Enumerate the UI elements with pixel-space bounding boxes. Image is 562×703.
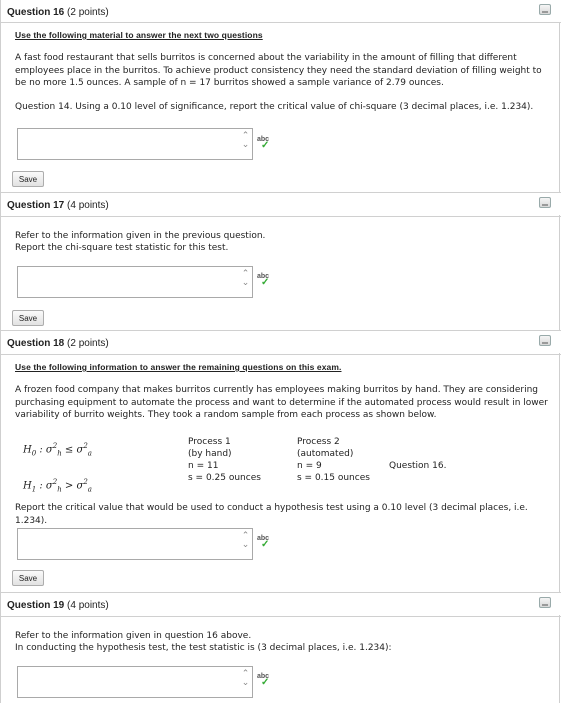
question-19-line-2: In conducting the hypothesis test, the test statistic is (3 decimal places, i.e. 1.234):: [15, 643, 392, 653]
instruction-text: Use the following information to answer the remaining questions on this exam.: [15, 362, 342, 372]
save-button-question-18[interactable]: Save: [12, 570, 44, 586]
answer-input-question-18[interactable]: [17, 528, 253, 560]
question-18-title: Question 18 (2 points): [7, 338, 109, 349]
resize-icon[interactable]: ⌃ ⌄: [241, 669, 250, 688]
divider: [1, 354, 561, 355]
flag-icon[interactable]: [539, 335, 551, 346]
process-1-column: Process 1 (by hand) n = 11 s = 0.25 ounces: [188, 437, 261, 483]
question-17-line-1: Refer to the information given in the previous question.: [15, 231, 266, 241]
question-16-header: [1, 0, 561, 22]
alternative-hypothesis: $H_1$ : $\sigma^2_h > \sigma^2_a$: [23, 478, 92, 494]
side-note: Question 16.: [389, 461, 447, 471]
question-18-header: [1, 331, 561, 353]
question-19-title: Question 19 (4 points): [7, 600, 109, 611]
spellcheck-icon[interactable]: abc ✓: [257, 535, 270, 550]
process-table: [15, 428, 389, 494]
instruction-text: Use the following material to answer the next two questions: [15, 30, 263, 40]
save-button-question-16[interactable]: Save: [12, 171, 44, 187]
question-17-title: Question 17 (4 points): [7, 200, 109, 211]
question-17-header: [1, 193, 561, 215]
answer-input-question-19[interactable]: [17, 666, 253, 698]
question-16-prompt: Question 14. Using a 0.10 level of significance, report the critical value of chi-square (3 decimal places, i.e. 1.234).: [15, 102, 534, 112]
divider: [1, 216, 561, 217]
question-18-prompt: Report the critical value that would be used to conduct a hypothesis test using a 0.10 level (3 decimal places, i.e. 1.234).: [15, 503, 528, 526]
divider: [1, 616, 561, 617]
spellcheck-icon[interactable]: abc ✓: [257, 136, 270, 151]
resize-icon[interactable]: ⌃ ⌄: [241, 131, 250, 150]
flag-icon[interactable]: [539, 197, 551, 208]
question-16-title: Question 16 (2 points): [7, 7, 109, 18]
resize-icon[interactable]: ⌃ ⌄: [241, 531, 250, 550]
spellcheck-icon[interactable]: abc ✓: [257, 273, 270, 288]
flag-icon[interactable]: [539, 4, 551, 15]
question-19-line-1: Refer to the information given in question 16 above.: [15, 631, 252, 641]
resize-icon[interactable]: ⌃ ⌄: [241, 269, 250, 288]
flag-icon[interactable]: [539, 597, 551, 608]
question-16-paragraph: A fast food restaurant that sells burritos is concerned about the variability in the amount of filling that different employees place in the burritos. To achieve product consistency they need the standard deviation of filling weight to be no more 1.5 ounces. A sample of n = 17 burritos showed a sample variance of 2.79 ounces.: [15, 53, 542, 88]
question-17-line-2: Report the chi-square test statistic for this test.: [15, 243, 229, 253]
question-19-header: [1, 593, 561, 615]
answer-input-question-16[interactable]: [17, 128, 253, 160]
null-hypothesis: $H_0$ : $\sigma^2_h \le \sigma^2_a$: [23, 442, 92, 458]
save-button-question-17[interactable]: Save: [12, 310, 44, 326]
question-18-paragraph: A frozen food company that makes burritos currently has employees making burritos by hand. They are considering purchasing equipment to automate the process and want to determine if the automated process would result in lower variability of burrito weights. They took a random sample from each process as shown below.: [15, 385, 548, 420]
spellcheck-icon[interactable]: abc ✓: [257, 673, 270, 688]
process-2-column: Process 2 (automated) n = 9 s = 0.15 ounces: [297, 437, 370, 483]
answer-input-question-17[interactable]: [17, 266, 253, 298]
divider: [1, 22, 561, 23]
